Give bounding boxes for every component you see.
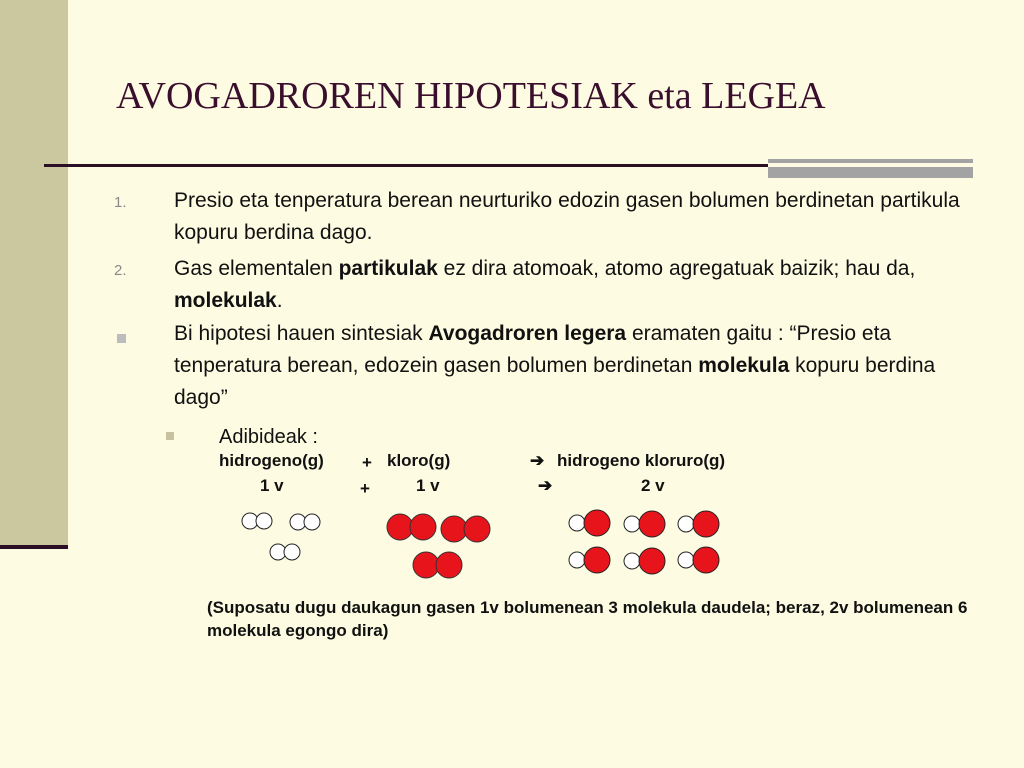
bold-term: Avogadroren legera: [428, 322, 627, 345]
accent-bar-bottom: [768, 167, 973, 178]
text-run: eramaten gaitu : “Presio eta tenperatura berean, edozein gasen bolumen berdinetan: [174, 322, 892, 377]
list-item: [174, 185, 964, 249]
bold-term: molekulak: [174, 289, 277, 312]
accent-bar-top: [768, 159, 973, 163]
volume-hydrogen: 1 v: [260, 476, 284, 495]
footnote: (Suposatu dugu daukagun gasen 1v bolumenean 3 molekula daudela; beraz, 2v bolumenean 6 molekula egongo dira): [207, 598, 968, 640]
text-run: Gas elementalen: [174, 257, 339, 280]
chlorine-molecules-icon: [387, 514, 490, 578]
volume-chlorine: 1 v: [416, 476, 440, 495]
sidebar-band: [0, 0, 68, 547]
plus-sign: +: [360, 479, 370, 498]
sidebar-divider: [0, 545, 68, 549]
slide-title: AVOGADROREN HIPOTESIAK eta LEGEA: [116, 75, 826, 117]
text-run: ez dira atomoak, atomo agregatuak baizik; hau da,: [437, 257, 916, 280]
text-run: kopuru berdina dago”: [174, 354, 936, 409]
list-number: 1.: [114, 194, 127, 211]
volume-product: 2 v: [641, 476, 665, 495]
arrow-icon: ➔: [538, 476, 553, 495]
chlorine-label: kloro(g): [387, 451, 451, 470]
example-label: Adibideak :: [219, 426, 318, 448]
list-number: 2.: [114, 262, 127, 279]
list-item: [174, 318, 964, 414]
plus-sign: +: [362, 453, 372, 472]
text-run: Bi hipotesi hauen sintesiak: [174, 322, 429, 345]
list-item: [174, 253, 964, 317]
hydrogen-chloride-molecules-icon: [569, 510, 719, 574]
bold-term: molekula: [698, 354, 790, 377]
arrow-icon: ➔: [530, 451, 545, 470]
bold-term: partikulak: [338, 257, 438, 280]
sub-bullet-square-icon: [166, 432, 174, 440]
hydrogen-molecules-icon: [242, 513, 320, 560]
product-label: hidrogeno kloruro(g): [557, 451, 726, 470]
text-run: .: [276, 289, 283, 312]
bullet-square-icon: [117, 334, 126, 343]
list-item-text: Presio eta tenperatura berean neurturiko edozin gasen bolumen berdinetan partikula kopuru berdina dago.: [174, 189, 960, 244]
hydrogen-label: hidrogeno(g): [219, 451, 324, 470]
molecule-diagram: [236, 505, 736, 585]
title-rule: [44, 164, 768, 167]
